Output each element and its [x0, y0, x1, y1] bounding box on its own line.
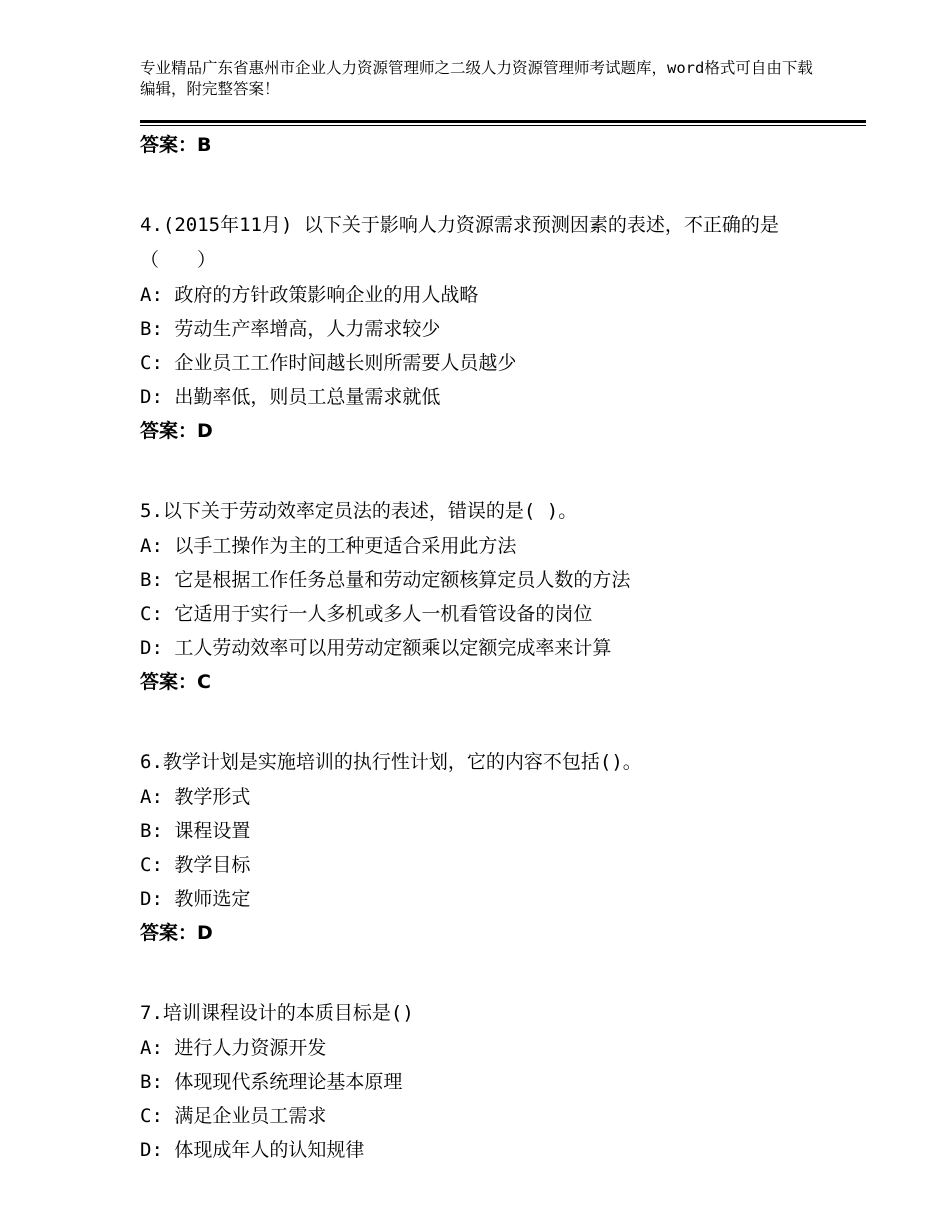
previous-answer: 答案：B	[140, 134, 212, 156]
option-b: B: 它是根据工作任务总量和劳动定额核算定员人数的方法	[140, 569, 631, 591]
option-c: C: 企业员工工作时间越长则所需要人员越少	[140, 352, 517, 374]
option-a: A: 教学形式	[140, 786, 251, 808]
option-b: B: 体现现代系统理论基本原理	[140, 1071, 403, 1093]
question-answer: 答案：C	[140, 671, 211, 693]
page-header-title: 专业精品广东省惠州市企业人力资源管理师之二级人力资源管理师考试题库，word格式可自由下载编辑，附完整答案！	[140, 59, 813, 98]
question-answer: 答案：D	[140, 922, 213, 944]
question-stem: 4.(2015年11月) 以下关于影响人力资源需求预测因素的表述，不正确的是 （ ）	[140, 214, 779, 271]
header-rule-thick	[140, 120, 866, 123]
question-stem: 6.教学计划是实施培训的执行性计划，它的内容不包括()。	[140, 751, 642, 773]
question-stem: 5.以下关于劳动效率定员法的表述，错误的是( )。	[140, 500, 578, 522]
question-5	[140, 494, 866, 699]
option-c: C: 满足企业员工需求	[140, 1105, 327, 1127]
question-7	[140, 996, 866, 1167]
option-a: A: 进行人力资源开发	[140, 1037, 327, 1059]
option-c: C: 教学目标	[140, 854, 251, 876]
header-rule-thin	[140, 125, 866, 126]
option-a: A: 以手工操作为主的工种更适合采用此方法	[140, 535, 517, 557]
question-answer: 答案：D	[140, 420, 213, 442]
option-d: D: 出勤率低，则员工总量需求就低	[140, 386, 441, 408]
option-d: D: 体现成年人的认知规律	[140, 1139, 365, 1161]
option-c: C: 它适用于实行一人多机或多人一机看管设备的岗位	[140, 603, 593, 625]
question-stem: 7.培训课程设计的本质目标是()	[140, 1002, 414, 1024]
question-6	[140, 745, 866, 950]
option-a: A: 政府的方针政策影响企业的用人战略	[140, 284, 479, 306]
option-d: D: 工人劳动效率可以用劳动定额乘以定额完成率来计算	[140, 637, 612, 659]
option-d: D: 教师选定	[140, 888, 251, 910]
document-content	[140, 128, 866, 1167]
question-4	[140, 208, 866, 448]
option-b: B: 课程设置	[140, 820, 251, 842]
option-b: B: 劳动生产率增高，人力需求较少	[140, 318, 441, 340]
